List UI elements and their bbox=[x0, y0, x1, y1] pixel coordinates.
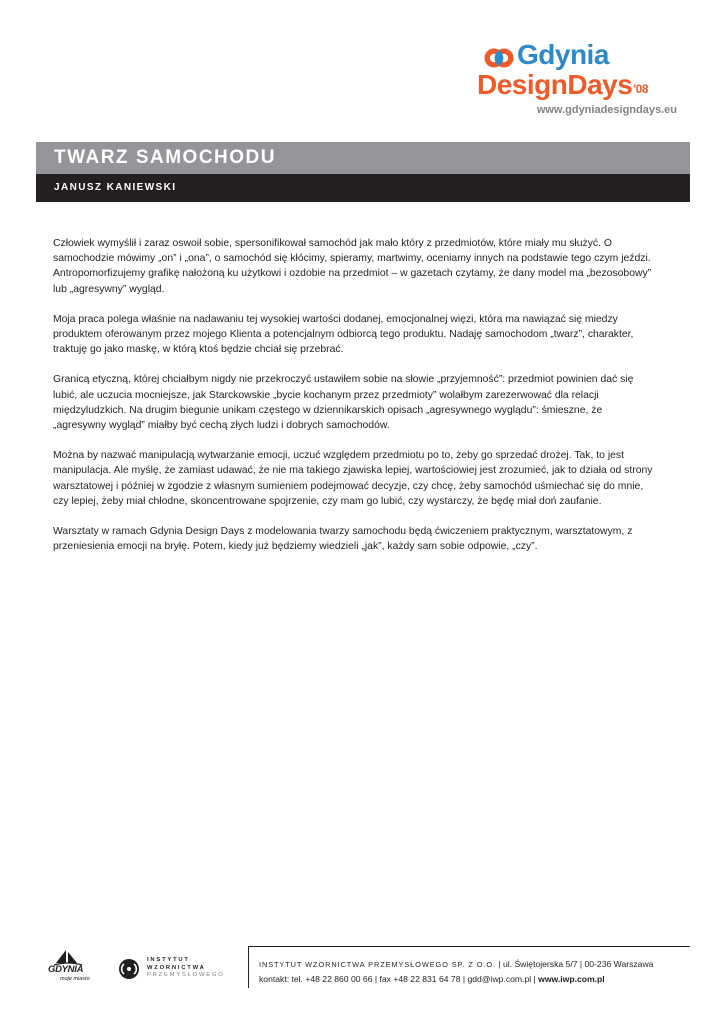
paragraph-1: Człowiek wymyślił i zaraz oswoił sobie, spersonifikował samochód jak mało który z przedmiotów, które miały mu służyć. O samochodzie mówimy „on” i „ona”, o samochód się kłócimy, spieramy, martwimy, oceniamy innych na podstawie tego czym jeździ. Antropomorfizujemy grafikę nałożoną ku użytkowi i ozdobie na przedmiot – w gazetach czytamy, że dany model ma „bezosobowy” lub „agresywny” wygląd. bbox=[53, 238, 652, 295]
gdynia-city-logo bbox=[48, 948, 94, 988]
footer-contact bbox=[248, 946, 690, 988]
article-author: JANUSZ KANIEWSKI bbox=[36, 174, 690, 202]
iwp-line-1: INSTYTUT bbox=[147, 957, 190, 963]
gdynia-design-days-logo bbox=[477, 38, 677, 116]
footer-website-link[interactable]: www.iwp.com.pl bbox=[538, 974, 605, 984]
header-website: www.gdyniadesigndays.eu bbox=[536, 104, 677, 116]
paragraph-5: Warsztaty w ramach Gdynia Design Days z modelowania twarzy samochodu będą ćwiczeniem praktycznym, warsztatowym, z przeniesienia emocji na bryłę. Potem, kiedy już będziemy wiedzieli „jak”, każdy sam sobie odpowie, „czy”. bbox=[53, 526, 633, 553]
paragraph-2: Moja praca polega właśnie na nadawaniu tej wysokiej wartości dodanej, emocjonalnej więzi, która ma nawiązać się miedzy produktem oferowanym przez mojego Klienta a potencjalnym odbiorcą tego produktu. Nadaję samochodom „twarz”, charakter, traktuję go jako maskę, w którą ktoś będzie chciał się przebrać. bbox=[53, 313, 634, 356]
iwp-logo-text bbox=[147, 957, 225, 980]
iwp-line-2: WZORNICTWA bbox=[147, 964, 206, 971]
iwp-mark-icon bbox=[118, 958, 140, 980]
footer-phones-email: kontakt: tel. +48 22 860 00 66 | fax +48 22 831 64 78 | gdd@iwp.com.pl | bbox=[259, 974, 539, 984]
paragraph-4: Można by nazwać manipulacją wytwarzanie emocji, uczuć względem przedmiotu po to, żeby go sprzedać drożej. Tak, to jest manipulacja. Ale myślę, że zamiast udawać, że nie ma takiego zjawiska lepiej, wartościowiej jest zrozumieć, jak to działa od strony warsztatowej i później w zgodzie z własnym sumieniem podejmować decyzje, czy chcę, żeby samochód uśmiechać się do mnie, czy lepiej, żeby miał chłodne, skoncentrowane spojrzenie, czy mam go lubić, czy wystarczy, że będę miał doń zaufanie. bbox=[53, 450, 653, 507]
gdynia-logo-subtitle: moje miasto bbox=[60, 976, 90, 982]
footer-company: INSTYTUT WZORNICTWA PRZEMYSŁOWEGO SP. Z O.O. bbox=[259, 960, 496, 969]
logo-year: '08 bbox=[633, 82, 648, 96]
footer-contact-line bbox=[259, 972, 690, 986]
footer-address-line bbox=[259, 957, 690, 972]
article-body bbox=[53, 236, 653, 554]
iwp-logo bbox=[118, 956, 238, 982]
logo-gdynia-text: Gdynia bbox=[517, 39, 609, 70]
iwp-line-3: PRZEMYSŁOWEGO bbox=[147, 972, 225, 979]
article-title: TWARZ SAMOCHODU bbox=[36, 142, 690, 174]
logo-designdays-text: DesignDays$^{'08}$ bbox=[477, 69, 648, 100]
footer-address: | ul. Świętojerska 5/7 | 00-236 Warszawa bbox=[495, 959, 654, 969]
gdynia-logo-text: GDYNIA bbox=[48, 964, 84, 975]
paragraph-3: Granicą etyczną, której chciałbym nigdy nie przekroczyć ustawiłem sobie na słowie „przyjemność”: przedmiot powinien dać się lubić, ale uczucia mocniejsze, jak Starckowskie „bycie kochanym przez przedmioty” wolałbym zarezerwować dla relacji międzyludzkich. Na drugim biegunie unikam częstego w dziennikarskich opisach „agresywnego wyglądu”: śmieszne, że „agresywny wygląd” miałby być cechą złych ludzi i dobrych samochodów. bbox=[53, 374, 634, 432]
